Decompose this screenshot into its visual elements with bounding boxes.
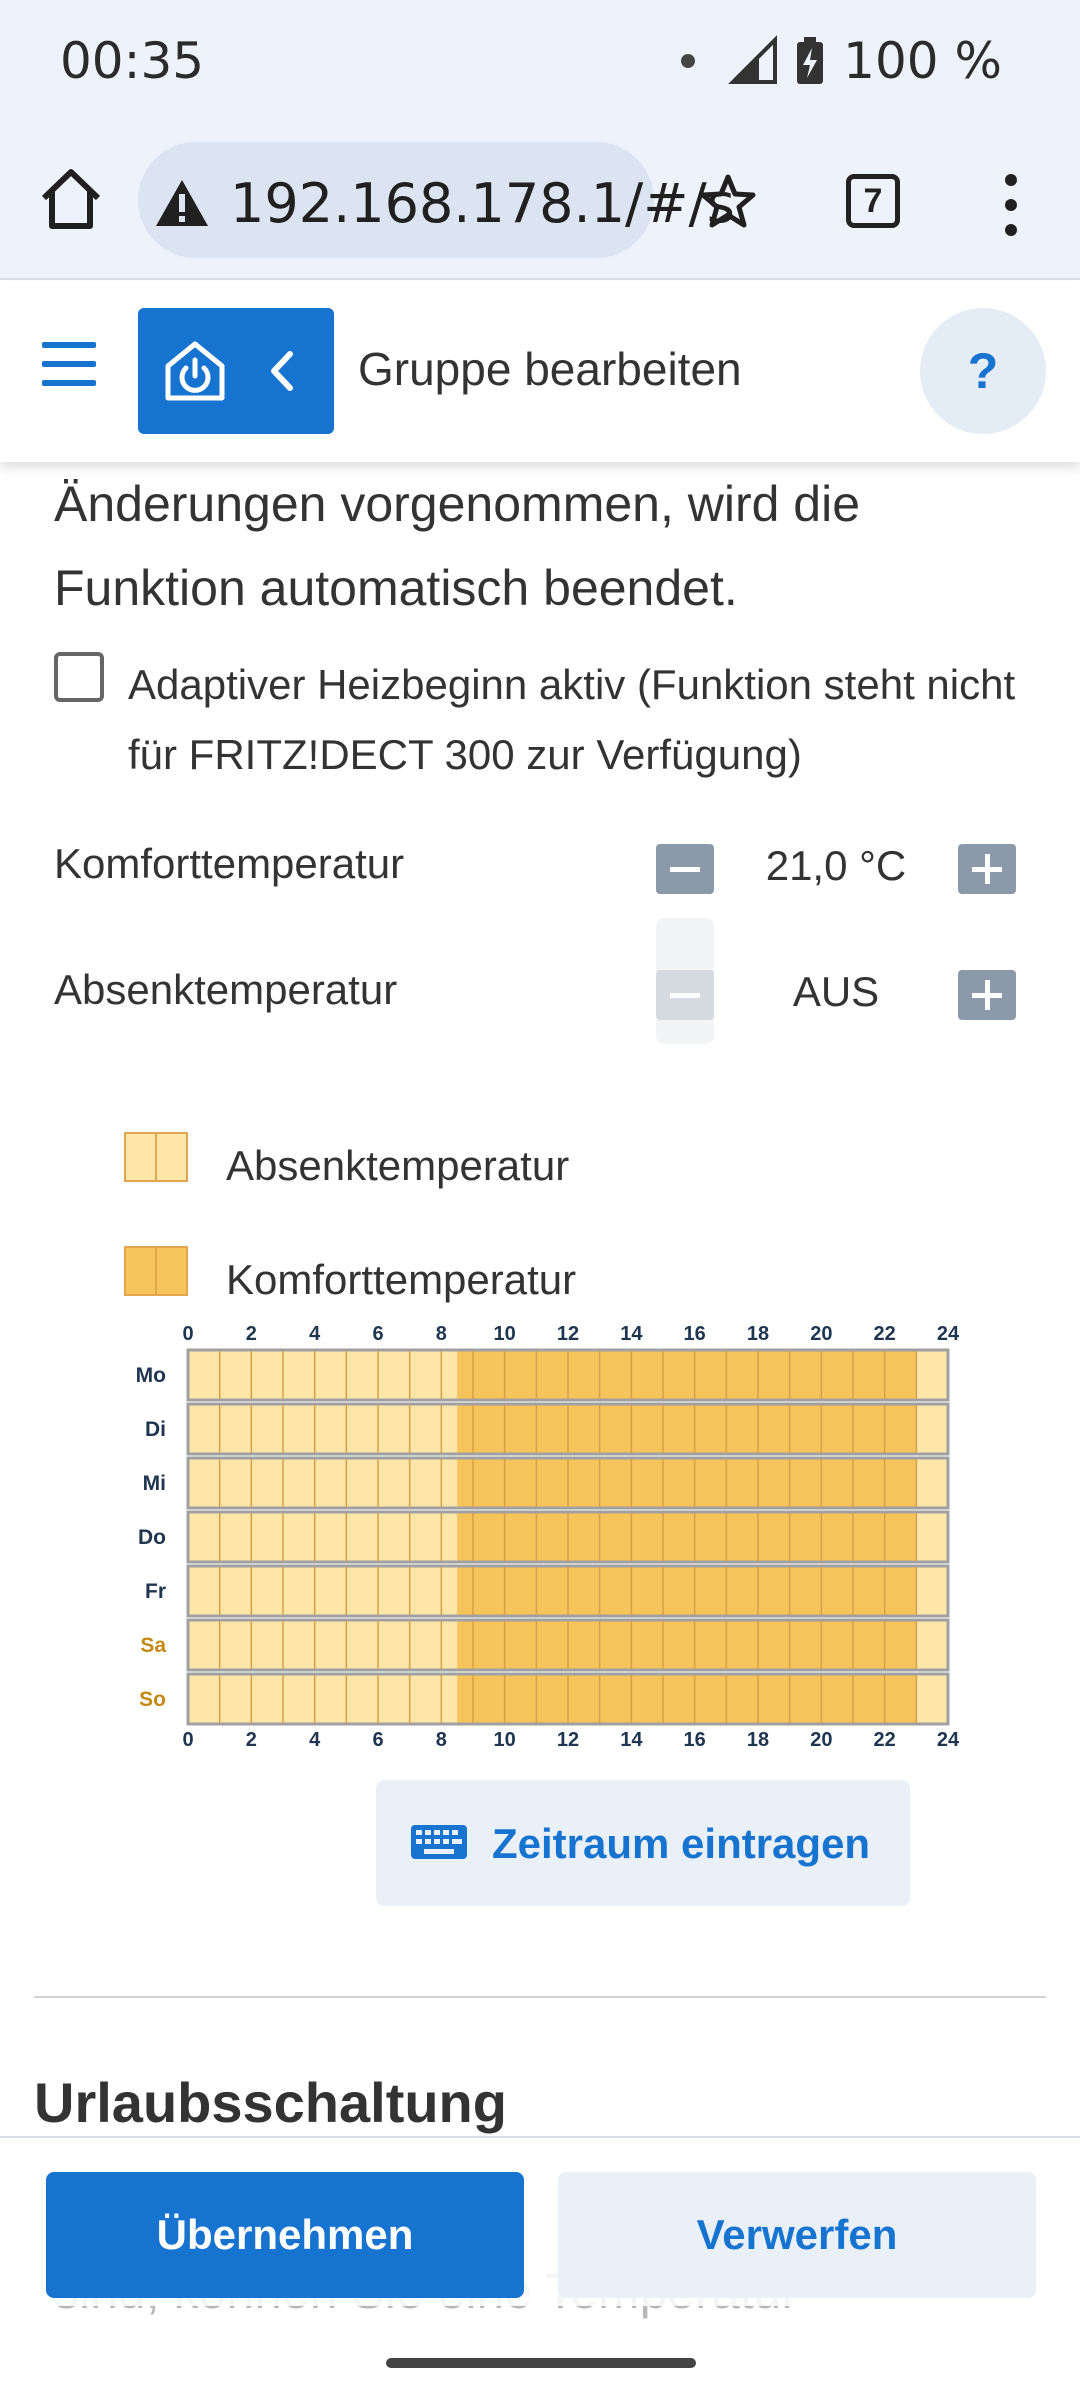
- back-home-button[interactable]: [138, 308, 334, 434]
- battery-percentage: 100 %: [843, 32, 1002, 90]
- legend-comfort-swatch: [124, 1246, 188, 1296]
- status-time: 00:35: [60, 32, 205, 90]
- enter-period-label: Zeitraum eintragen: [492, 1820, 871, 1867]
- hour-tick-bottom: 20: [810, 1729, 833, 1751]
- home-icon[interactable]: [36, 164, 106, 234]
- setback-temperature-row: [54, 954, 1044, 1034]
- day-label-mo: Mo: [135, 1364, 166, 1387]
- hour-tick-top: 22: [873, 1323, 896, 1345]
- legend-comfort-label: Komforttemperatur: [226, 1256, 577, 1303]
- hour-tick-bottom: 2: [245, 1729, 257, 1751]
- hour-tick-bottom: 4: [309, 1729, 321, 1751]
- browser-toolbar: [0, 120, 1080, 280]
- hour-tick-bottom: 10: [493, 1729, 516, 1751]
- more-vert-icon[interactable]: [996, 170, 1026, 240]
- notification-dot-icon: [681, 54, 695, 68]
- chevron-left-icon: [266, 350, 296, 392]
- discard-button[interactable]: Verwerfen: [558, 2172, 1036, 2298]
- enter-period-button[interactable]: [376, 1780, 910, 1906]
- comfort-temperature-label: Komforttemperatur: [54, 840, 405, 887]
- apply-button[interactable]: Übernehmen: [46, 2172, 524, 2298]
- day-label-di: Di: [145, 1418, 166, 1441]
- legend-setback-swatch: [124, 1132, 188, 1182]
- page-title: Gruppe bearbeiten: [358, 343, 742, 395]
- hour-tick-top: 10: [493, 1323, 516, 1345]
- hour-tick-bottom: 8: [435, 1729, 447, 1751]
- setback-temperature-stepper: [656, 954, 1016, 1034]
- adaptive-heating-checkbox[interactable]: [54, 652, 104, 702]
- hour-tick-bottom: 12: [556, 1729, 580, 1751]
- hour-tick-top: 16: [683, 1323, 706, 1345]
- hour-tick-bottom: 22: [873, 1729, 896, 1751]
- hour-tick-top: 18: [746, 1323, 770, 1345]
- hour-tick-top: 4: [309, 1323, 321, 1345]
- app-header: [0, 282, 1080, 462]
- battery-charging-icon: [795, 36, 825, 86]
- hour-tick-top: 20: [810, 1323, 833, 1345]
- status-icons: [681, 32, 1002, 90]
- setback-temperature-label: Absenktemperatur: [54, 966, 398, 1013]
- menu-icon[interactable]: [42, 342, 96, 386]
- hour-tick-bottom: 24: [936, 1729, 960, 1751]
- comfort-period-mi: [457, 1460, 916, 1507]
- hour-tick-bottom: 16: [683, 1729, 706, 1751]
- keyboard-icon: [410, 1824, 468, 1860]
- comfort-temperature-row: [54, 828, 1044, 908]
- day-label-do: Do: [138, 1526, 166, 1549]
- comfort-period-do: [457, 1514, 916, 1561]
- comfort-period-mo: [457, 1352, 916, 1399]
- day-label-fr: Fr: [145, 1580, 166, 1603]
- legend-setback-label: Absenktemperatur: [226, 1142, 570, 1189]
- hour-tick-bottom: 14: [620, 1729, 643, 1751]
- comfort-temperature-value: 21,0 °C: [765, 842, 907, 889]
- gesture-navigation-bar[interactable]: [386, 2358, 696, 2368]
- hour-tick-bottom: 0: [182, 1729, 194, 1751]
- weekly-schedule-grid[interactable]: [100, 1322, 980, 1762]
- help-button[interactable]: ?: [920, 308, 1046, 434]
- hour-tick-top: 2: [245, 1323, 257, 1345]
- hour-tick-bottom: 6: [372, 1729, 384, 1751]
- hour-tick-top: 0: [182, 1323, 194, 1345]
- warning-icon[interactable]: [154, 178, 210, 228]
- tab-switcher-button[interactable]: 7: [846, 174, 900, 228]
- bookmark-star-icon[interactable]: [698, 172, 758, 232]
- status-bar: [0, 0, 1080, 120]
- address-bar[interactable]: [138, 142, 735, 258]
- comfort-period-so: [457, 1676, 916, 1723]
- section-divider: [34, 1996, 1046, 1998]
- url-text: 192.168.178.1/#/s: [230, 172, 735, 235]
- intro-text: Änderungen vorgenommen, wird die Funktion automatisch beendet.: [54, 476, 861, 616]
- hour-tick-top: 14: [620, 1323, 643, 1345]
- setback-temperature-value: AUS: [792, 968, 880, 1015]
- day-label-mi: Mi: [142, 1472, 166, 1495]
- adaptive-heating-label[interactable]: Adaptiver Heizbeginn aktiv (Funktion steht nicht für FRITZ!DECT 300 zur Verfügung): [128, 661, 1016, 778]
- day-label-sa: Sa: [140, 1634, 166, 1657]
- comfort-period-di: [457, 1406, 916, 1453]
- fritz-home-icon: [162, 338, 228, 404]
- hour-tick-top: 8: [435, 1323, 447, 1345]
- vacation-section-title: Urlaubsschaltung: [34, 2071, 507, 2134]
- setback-increase-button[interactable]: [958, 970, 1016, 1020]
- comfort-decrease-button[interactable]: [656, 844, 714, 894]
- hour-tick-top: 24: [936, 1323, 960, 1345]
- hour-tick-top: 12: [556, 1323, 580, 1345]
- comfort-period-sa: [457, 1622, 916, 1669]
- comfort-increase-button[interactable]: [958, 844, 1016, 894]
- comfort-period-fr: [457, 1568, 916, 1615]
- action-bar: [0, 2136, 1080, 2306]
- hour-tick-top: 6: [372, 1323, 384, 1345]
- day-label-so: So: [139, 1688, 166, 1711]
- signal-icon: [731, 38, 777, 84]
- hour-tick-bottom: 18: [746, 1729, 770, 1751]
- comfort-temperature-stepper: [656, 828, 1016, 908]
- setback-decrease-button[interactable]: [656, 970, 714, 1020]
